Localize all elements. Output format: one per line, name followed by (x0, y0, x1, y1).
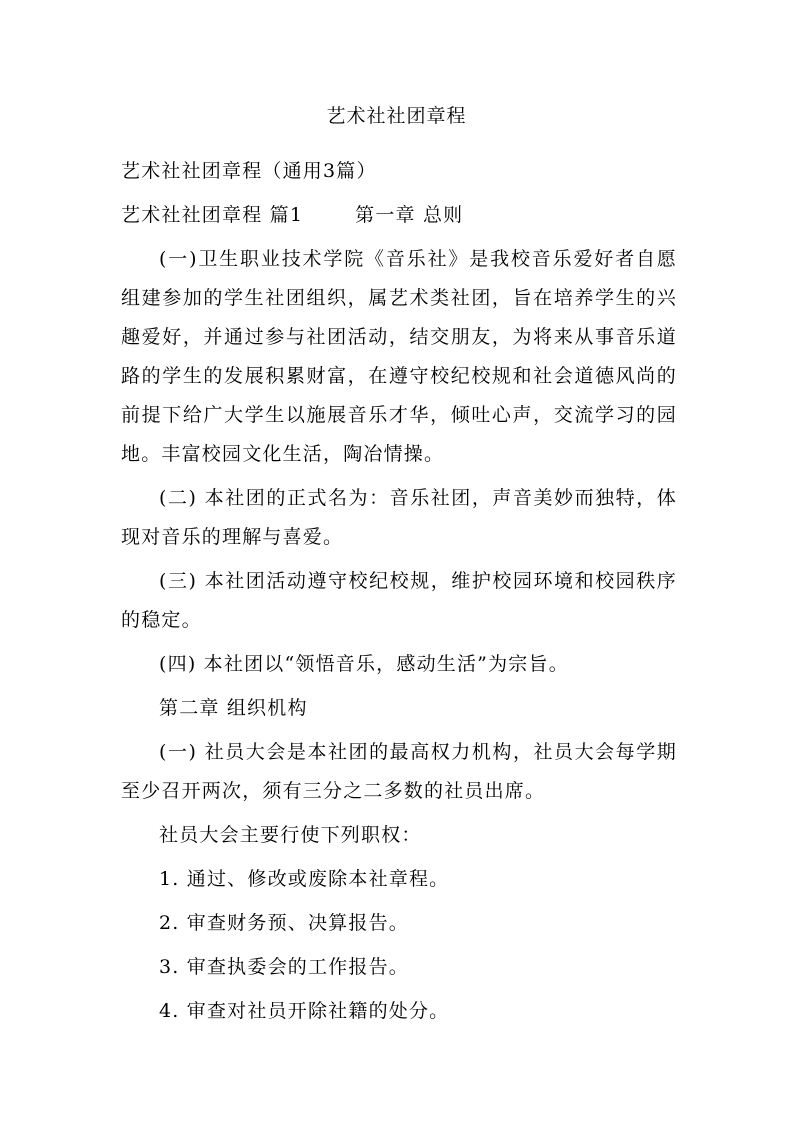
list-item: 3. 审查执委会的工作报告。 (159, 956, 409, 978)
chapter2-paragraph-2: 社员大会主要行使下列职权： (159, 824, 422, 846)
chapter1-heading: 第一章 总则 (355, 204, 464, 226)
part-heading-row (121, 196, 677, 235)
chapter1-paragraph-4: (四) 本社团以“领悟音乐，感动生活”为宗旨。 (159, 653, 569, 675)
chapter2-heading: 第二章 组织机构 (159, 697, 308, 719)
document-subtitle: 艺术社社团章程（通用3篇） (121, 160, 377, 182)
document-body (121, 152, 677, 1036)
part-heading: 艺术社社团章程 篇1 (121, 204, 304, 226)
chapter1-paragraph-3: (三) 本社团活动遵守校纪校规，维护校园环境和校园秩序的稳定。 (121, 570, 677, 631)
chapter2-paragraph-1: (一) 社员大会是本社团的最高权力机构，社员大会每学期至少召开两次，须有三分之二多数的社员出席。 (121, 741, 677, 802)
list-item: 1. 通过、修改或废除本社章程。 (159, 868, 450, 890)
document-title: 艺术社社团章程 (326, 105, 467, 127)
list-item: 2. 审查财务预、决算报告。 (159, 912, 409, 934)
chapter1-paragraph-1: (一)卫生职业技术学院《音乐社》是我校音乐爱好者自愿组建参加的学生社团组织，属艺术类社团，旨在培养学生的兴趣爱好，并通过参与社团活动，结交朋友，为将来从事音乐道路的学生的发展积累财富，在遵守校纪校规和社会道德风尚的前提下给广大学生以施展音乐才华，倾吐心声，交流学习的园地。丰富校园文化生活，陶冶情操。 (121, 248, 677, 465)
list-item: 4. 审查对社员开除社籍的处分。 (159, 1000, 450, 1022)
chapter1-paragraph-2: (二) 本社团的正式名为：音乐社团，声音美妙而独特，体现对音乐的理解与喜爱。 (121, 487, 677, 548)
